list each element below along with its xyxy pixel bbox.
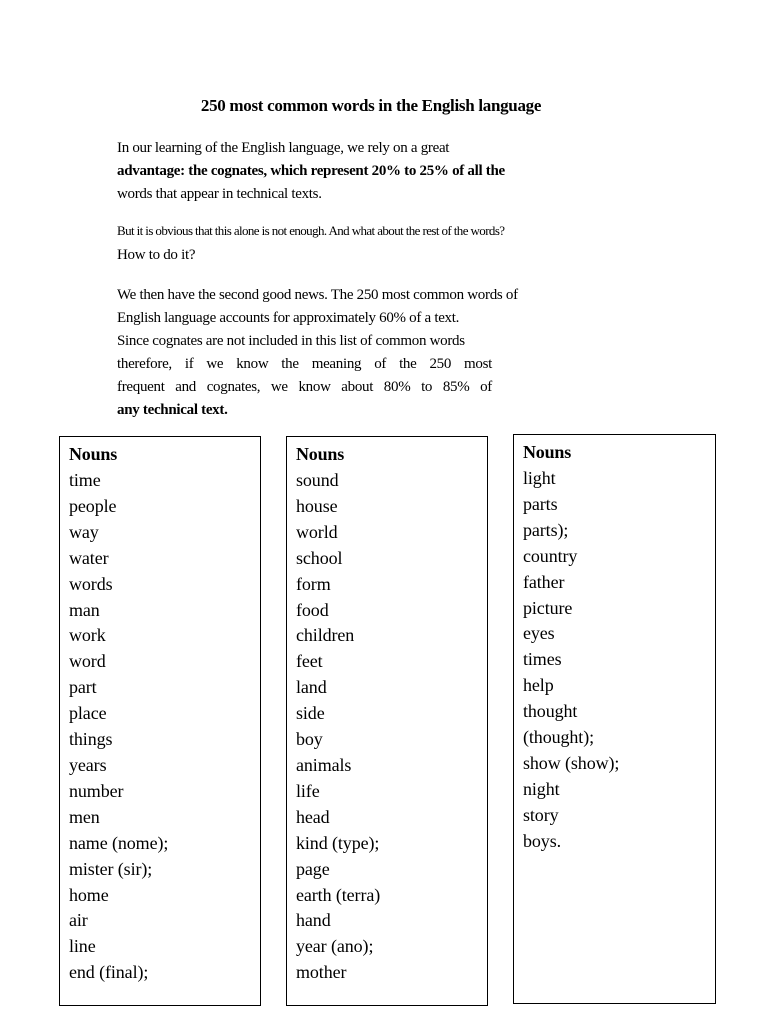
word-list-item: things bbox=[69, 729, 113, 750]
word-list-item: men bbox=[69, 806, 100, 827]
word-list-item: show (show); bbox=[523, 752, 620, 773]
noun-column-2 bbox=[286, 436, 488, 1006]
good-news-line-4: therefore, if we know the meaning of the 250 most bbox=[117, 356, 492, 372]
word-list-item: line bbox=[69, 936, 96, 957]
word-list-item: page bbox=[296, 858, 330, 879]
good-news-line-5: frequent and cognates, we know about 80% to 85% of bbox=[117, 379, 492, 395]
word-list-item: form bbox=[296, 573, 331, 594]
word-list-item: mother bbox=[296, 962, 347, 983]
word-list-item: people bbox=[69, 495, 117, 516]
word-list-item: water bbox=[69, 547, 109, 568]
word-list-item: country bbox=[523, 545, 578, 566]
question-line-1: But it is obvious that this alone is not enough. And what about the rest of the words? bbox=[117, 223, 505, 238]
word-list-item: word bbox=[69, 651, 106, 672]
word-list-item: (thought); bbox=[523, 727, 594, 748]
word-list-item: eyes bbox=[523, 623, 555, 644]
word-list-item: work bbox=[69, 625, 106, 646]
word-list-item: year (ano); bbox=[296, 936, 374, 957]
word-list-item: mister (sir); bbox=[69, 858, 153, 879]
word-list-item: children bbox=[296, 625, 355, 646]
word-list-item: time bbox=[69, 470, 101, 490]
intro-line-3: words that appear in technical texts. bbox=[117, 186, 322, 202]
word-list-item: thought bbox=[523, 701, 578, 722]
word-list-item: story bbox=[523, 804, 559, 825]
column-heading: Nouns bbox=[523, 442, 572, 462]
question-line-2: How to do it? bbox=[117, 247, 196, 263]
word-list-item: earth (terra) bbox=[296, 884, 381, 905]
word-list-item: air bbox=[69, 910, 88, 931]
word-list-item: words bbox=[69, 573, 113, 594]
word-list-item: animals bbox=[296, 754, 352, 775]
word-list-item: place bbox=[69, 703, 107, 724]
word-list-item: land bbox=[296, 677, 327, 698]
word-list-item: part bbox=[69, 677, 97, 698]
word-list-item: hand bbox=[296, 910, 331, 931]
good-news-line-3: Since cognates are not included in this list of common words bbox=[117, 333, 465, 349]
word-list-item: sound bbox=[296, 470, 339, 490]
word-list-item: head bbox=[296, 806, 330, 827]
intro-line-1: In our learning of the English language, we rely on a great bbox=[117, 140, 450, 156]
word-list-item: house bbox=[296, 495, 338, 516]
word-list-item: picture bbox=[523, 597, 573, 618]
noun-column-3 bbox=[513, 434, 716, 1004]
word-list-item: man bbox=[69, 599, 100, 620]
word-list-item: boys. bbox=[523, 830, 562, 851]
good-news-line-1: We then have the second good news. The 250 most common words of bbox=[117, 287, 518, 303]
word-list-item: parts bbox=[523, 493, 558, 514]
intro-line-2-bold: advantage: the cognates, which represent 20% to 25% of all the bbox=[117, 163, 505, 179]
good-news-line-2: English language accounts for approximately 60% of a text. bbox=[117, 310, 460, 326]
noun-column-1 bbox=[59, 436, 261, 1006]
word-list-item: number bbox=[69, 780, 124, 801]
page-title: 250 most common words in the English language bbox=[200, 96, 542, 115]
word-list-item: parts); bbox=[523, 519, 569, 540]
word-list-item: light bbox=[523, 468, 556, 488]
word-list-item: home bbox=[69, 884, 109, 905]
column-heading: Nouns bbox=[296, 444, 345, 464]
good-news-paragraph bbox=[117, 284, 555, 422]
word-list-item: years bbox=[69, 754, 107, 775]
word-list-item: father bbox=[523, 571, 565, 592]
word-list-item: life bbox=[296, 780, 320, 801]
word-list bbox=[69, 468, 260, 986]
word-list-item: way bbox=[69, 521, 99, 542]
word-list-item: feet bbox=[296, 651, 323, 672]
word-list-item: food bbox=[296, 599, 329, 620]
word-list-item: side bbox=[296, 703, 325, 724]
word-list-item: boy bbox=[296, 729, 323, 750]
word-list-item: times bbox=[523, 649, 562, 670]
word-list bbox=[523, 466, 715, 855]
word-list-item: help bbox=[523, 675, 554, 696]
column-heading: Nouns bbox=[69, 444, 118, 464]
word-list-item: kind (type); bbox=[296, 832, 380, 853]
word-list-item: school bbox=[296, 547, 343, 568]
word-list-item: end (final); bbox=[69, 962, 149, 983]
good-news-line-6-bold: any technical text. bbox=[117, 402, 228, 418]
word-list bbox=[296, 468, 487, 986]
word-list-item: world bbox=[296, 521, 338, 542]
word-list-item: night bbox=[523, 778, 560, 799]
intro-paragraph bbox=[117, 137, 547, 206]
word-list-item: name (nome); bbox=[69, 832, 169, 853]
